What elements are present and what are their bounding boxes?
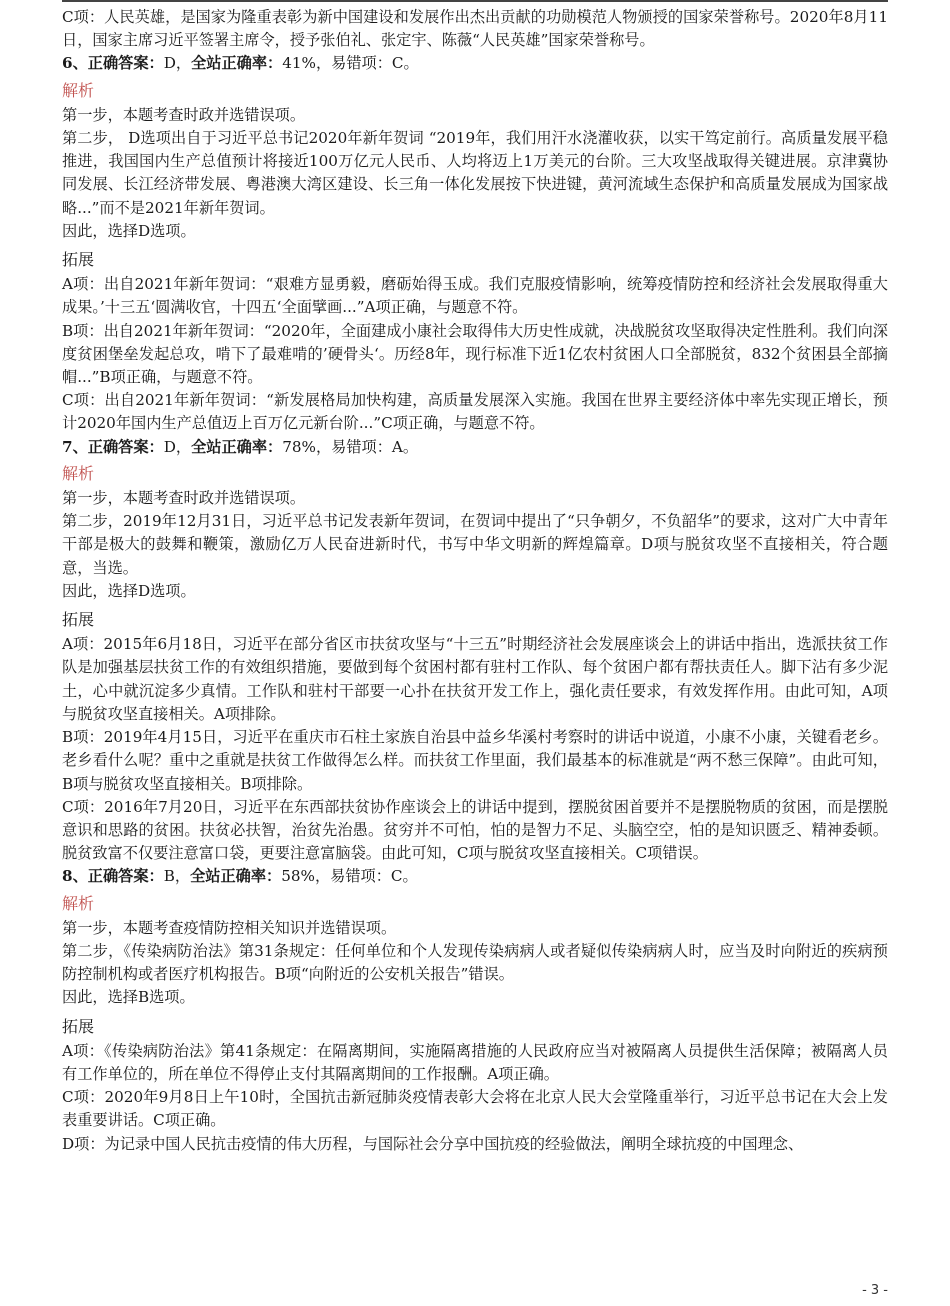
analysis-heading: 解析	[62, 80, 95, 100]
analysis-heading: 解析	[62, 463, 95, 483]
answer-label: 6、正确答案：	[62, 54, 164, 73]
paragraph: 第二步，2019年12月31日，习近平总书记发表新年贺词，在贺词中提出了“只争朝夕，不负韶华”的要求，这对广大中青年干部是极大的鼓舞和鞭策，激励亿万人民奋进新时代，书写中华文明新的辉煌篇章。D项与脱贫攻坚不直接相关，符合题意，当选。	[62, 512, 888, 577]
answer-line	[62, 436, 888, 459]
paragraph: C项：人民英雄，是国家为隆重表彰为新中国建设和发展作出杰出贡献的功勋模范人物颁授的国家荣誉称号。2020年8月11日，国家主席习近平签署主席令，授予张伯礼、张定宇、陈薇“人民英雄”国家荣誉称号。	[62, 8, 888, 50]
extension-heading: 拓展	[62, 250, 95, 270]
analysis-heading: 解析	[62, 893, 95, 913]
answer-label: 8、正确答案：	[62, 867, 164, 886]
accuracy-value: 78%，易错项：A。	[282, 437, 419, 456]
answer-letter: B，	[163, 867, 191, 886]
paragraph: B项：2019年4月15日，习近平在重庆市石柱土家族自治县中益乡华溪村考察时的讲话中说道，小康不小康，关键看老乡。老乡看什么呢？重中之重就是扶贫工作做得怎么样。而扶贫工作里面，我们最基本的标准就是“两不愁三保障”。由此可知，B项与脱贫攻坚直接相关。B项排除。	[62, 728, 888, 793]
answer-label: 7、正确答案：	[62, 437, 164, 456]
paragraph: C项：2016年7月20日，习近平在东西部扶贫协作座谈会上的讲话中提到，摆脱贫困首要并不是摆脱物质的贫困，而是摆脱意识和思路的贫困。扶贫必扶智，治贫先治愚。贫穷并不可怕，怕的是智力不足、头脑空空，怕的是知识匮乏、精神委顿。脱贫致富不仅要注意富口袋，更要注意富脑袋。由此可知，C项与脱贫攻坚直接相关。C项错误。	[62, 797, 888, 863]
paragraph: B项：出自2021年新年贺词：“2020年，全面建成小康社会取得伟大历史性成就，决战脱贫攻坚取得决定性胜利。我们向深度贫困堡垒发起总攻，啃下了最难啃的’硬骨头‘。历经8年，现行标准下近1亿农村贫困人口全部脱贫，832个贫困县全部摘帽...”B项正确，与题意不符。	[62, 321, 888, 387]
extension-heading: 拓展	[62, 610, 95, 630]
paragraph: 第二步， D选项出自于习近平总书记2020年新年贺词 “2019年，我们用汗水浇灌收获，以实干笃定前行。高质量发展平稳推进，我国国内生产总值预计将接近100万亿元人民币、人均将迈上1万美元的台阶。三大攻坚战取得关键进展。京津冀协同发展、长江经济带发展、粤港澳大湾区建设、长三角一体化发展按下快进键，黄河流域生态保护和高质量发展成为国家战略...”而不是2021年新年贺词。	[62, 129, 888, 217]
accuracy-label: 全站正确率：	[191, 437, 283, 456]
paragraph: A项：2015年6月18日，习近平在部分省区市扶贫攻坚与“十三五”时期经济社会发展座谈会上的讲话中指出，选派扶贫工作队是加强基层扶贫工作的有效组织措施，要做到每个贫困村都有驻村工作队、每个贫困户都有帮扶责任人。脚下沾有多少泥土，心中就沉淀多少真情。工作队和驻村干部要一心扑在扶贫开发工作上，强化责任要求，有效发挥作用。由此可知，A项与脱贫攻坚直接相关。A项排除。	[62, 635, 888, 723]
paragraph: 第二步，《传染病防治法》第31条规定：任何单位和个人发现传染病病人或者疑似传染病病人时，应当及时向附近的疾病预防控制机构或者医疗机构报告。B项“向附近的公安机关报告”错误。	[62, 941, 888, 984]
header-rule	[62, 0, 888, 2]
paragraph: 因此，选择D选项。	[62, 581, 196, 600]
answer-line	[62, 865, 888, 888]
paragraph: 第一步，本题考查时政并选错误项。	[62, 105, 305, 124]
accuracy-label: 全站正确率：	[190, 867, 282, 886]
accuracy-value: 58%，易错项：C。	[281, 867, 418, 886]
paragraph: 第一步，本题考查时政并选错误项。	[62, 489, 305, 508]
answer-line	[62, 52, 888, 75]
paragraph: C项：2020年9月8日上午10时，全国抗击新冠肺炎疫情表彰大会将在北京人民大会堂隆重举行，习近平总书记在大会上发表重要讲话。C项正确。	[62, 1088, 888, 1130]
paragraph: 因此，选择D选项。	[62, 221, 196, 240]
document-body	[62, 6, 888, 1156]
accuracy-value: 41%，易错项：C。	[282, 54, 419, 73]
paragraph: C项：出自2021年新年贺词：“新发展格局加快构建，高质量发展深入实施。我国在世界主要经济体中率先实现正增长，预计2020年国内生产总值迈上百万亿元新台阶...”C项正确，与题意不符。	[62, 391, 888, 433]
extension-heading: 拓展	[62, 1016, 95, 1036]
paragraph: 因此，选择B选项。	[62, 988, 195, 1007]
page-number: - 3 -	[862, 1283, 888, 1298]
paragraph: 第一步，本题考查疫情防控相关知识并选错误项。	[62, 918, 397, 937]
paragraph: A项：《传染病防治法》第41条规定：在隔离期间，实施隔离措施的人民政府应当对被隔离人员提供生活保障；被隔离人员有工作单位的，所在单位不得停止支付其隔离期间的工作报酬。A项正确。	[62, 1041, 888, 1083]
answer-letter: D，	[163, 437, 192, 456]
paragraph: D项：为记录中国人民抗击疫情的伟大历程，与国际社会分享中国抗疫的经验做法，阐明全球抗疫的中国理念、	[62, 1134, 804, 1153]
answer-letter: D，	[163, 54, 192, 73]
paragraph: A项：出自2021年新年贺词：“艰难方显勇毅，磨砺始得玉成。我们克服疫情影响，统筹疫情防控和经济社会发展取得重大成果。’十三五‘圆满收官，十四五‘全面擘画...”A项正确，与题意不符。	[62, 275, 888, 317]
accuracy-label: 全站正确率：	[191, 54, 283, 73]
